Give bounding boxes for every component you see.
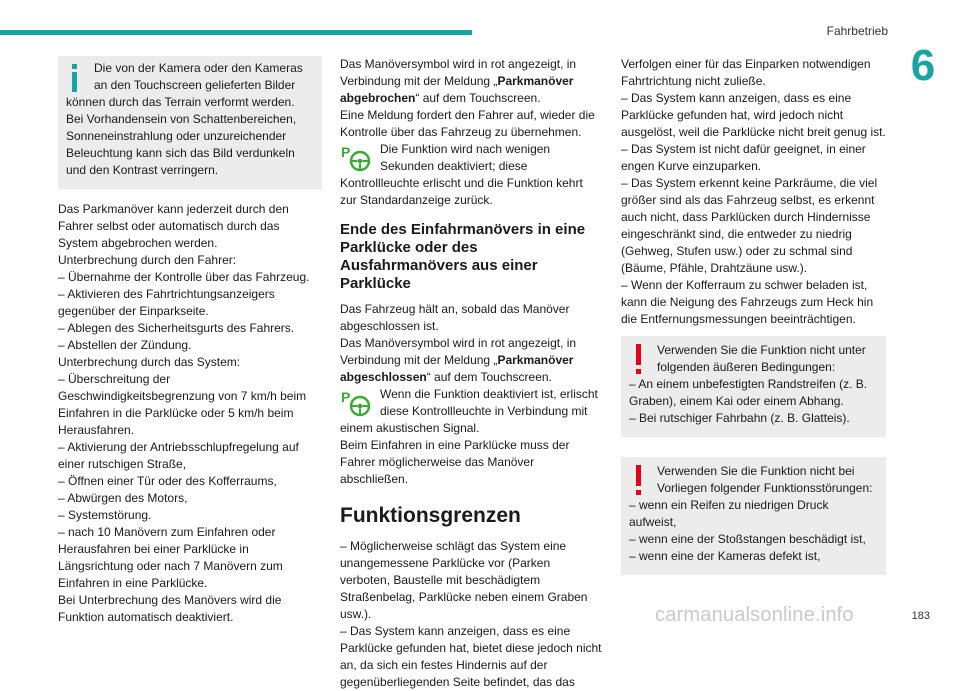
heading-function-limits: Funktionsgrenzen (340, 504, 521, 527)
park-assist-warning-lamp-icon (340, 388, 374, 418)
warning-lamp-block-2 (340, 386, 602, 488)
warning-text-1: Verwenden Sie die Funktion nicht unter folgenden äußeren Bedingungen: – An einem unbefestigten Randstreifen (z. B. Graben), einem Kai oder einem Abhang. – Bei rutschiger Fahrbahn (z. B. Glatteis). (629, 343, 868, 425)
info-text: Die von der Kamera oder den Kameras an den Touchscreen gelieferten Bilder können durch das Terrain verformt werden. Bei Vorhandensein von Schattenbereichen, Sonneneinstrahlung oder unzureichender Beleuchtung kann sich das Bild verdunkeln und den Kontrast verringern. (66, 61, 303, 177)
limits-text: – Möglicherweise schlägt das System eine unangemessene Parklücke vor (Parken verboten, Baustelle mit beschädigtem Straßenbelag, Parklücke neben einem Graben usw.). – Das System kann anzeigen, dass es eine Parklücke gefunden hat, bietet diese jedoch nicht an, da sich ein festes Hindernis auf der gegenüberliegenden Seite befindet, das das (340, 539, 602, 689)
warning-icon (629, 465, 651, 497)
body-text: Das Parkmanöver kann jederzeit durch den Fahrer selbst oder automatisch durch das System abgebrochen werden. Unterbrechung durch den Fahrer: – Übernahme der Kontrolle über das Fahrzeug. – Aktivieren des Fahrtrichtungsanzeigers gegenüber der Einparkseite. – Ablegen des Sicherheitsgurts des Fahrers. – Abstellen der Zündung. Unterbrechung durch das System: – Überschreitung der Geschwindigkeitsbegrenzung von 7 km/h beim Einfahren in die Parklücke oder 5 km/h beim Herausfahren. – Aktivierung der Antriebsschlupfregelung auf einer rutschigen Straße, – Öffnen einer Tür oder des Kofferraums, – Abwürgen des Motors, – Systemstörung. – nach 10 Manövern zum Einfahren oder Herausfahren bei einer Parklücke in Längsrichtung oder nach 7 Manövern zum Einfahren in eine Parklücke. Bei Unterbrechung des Manövers wird die Funktion automatisch deaktiviert. (58, 202, 310, 624)
svg-text:P: P (341, 144, 351, 160)
warning-box-1 (621, 336, 886, 437)
warning-icon (629, 344, 651, 376)
park-assist-warning-lamp-icon (340, 143, 374, 173)
paragraph-completed: Das Fahrzeug hält an, sobald das Manöver abgeschlossen ist. Das Manöversymbol wird in rot angezeigt, in Verbindung mit der Meldung „Parkmanöver abgeschlossen“ auf dem Touchscreen. (340, 302, 577, 384)
svg-text:P: P (341, 389, 351, 405)
column-2 (340, 56, 602, 691)
paragraph-aborted: Das Manöversymbol wird in rot angezeigt, in Verbindung mit der Meldung „Parkmanöver abgebrochen“ auf dem Touchscreen. Eine Meldung fordert den Fahrer auf, wieder die Kontrolle über das Fahrzeug zu übernehmen. (340, 57, 595, 139)
section-title: Fahrbetrieb (826, 24, 888, 38)
page-number: 183 (911, 610, 930, 622)
header-accent-bar (0, 30, 472, 35)
warning-lamp-text-1: Die Funktion wird nach wenigen Sekunden deaktiviert; diese Kontrollleuchte erlischt und die Funktion kehrt zur Standardanzeige zurück. (340, 142, 583, 207)
warning-box-2 (621, 457, 886, 575)
warning-text-2: Verwenden Sie die Funktion nicht bei Vorliegen folgender Funktionsstörungen: – wenn ein Reifen zu niedrigen Druck aufweist, – wenn eine der Stoßstangen beschädigt ist, – wenn eine der Kameras defekt ist, (629, 464, 873, 563)
info-box (58, 56, 322, 189)
column-1 (58, 56, 322, 626)
limits-text-continued: Verfolgen einer für das Einparken notwendigen Fahrtrichtung nicht zuließe. – Das System kann anzeigen, dass es eine Parklücke gefunden hat, wird jedoch nicht ausgelöst, weil die Parklücke nicht breit genug ist. – Das System ist nicht dafür geeignet, in einer engen Kurve einzuparken. – Das System erkennt keine Parkräume, die viel größer sind als das Fahrzeug selbst, es erkennt auch nicht, dass Parklücken durch Hindernisse eingeschränkt sind, die entweder zu niedrig (Gehweg, Stufen usw.) oder zu schmal sind (Bäume, Pfähle, Drahtzäune usw.). – Wenn der Kofferraum zu schwer beladen ist, kann die Neigung des Fahrzeugs zum Heck hin die Entfernungsmessungen beeinträchtigen. (621, 57, 886, 326)
warning-lamp-text-2: Wenn die Funktion deaktiviert ist, erlischt diese Kontrollleuchte in Verbindung mit einem akustischen Signal. Beim Einfahren in eine Parklücke muss der Fahrer möglicherweise das Manöver abschließen. (340, 387, 598, 486)
warning-lamp-block-1 (340, 141, 602, 209)
watermark: carmanualsonline.info (655, 604, 854, 626)
subheading-end-of-maneuver: Ende des Einfahrmanövers in eine Parklücke oder des Ausfahrmanövers aus einer Parklücke (340, 221, 586, 292)
info-icon (66, 62, 88, 94)
chapter-number: 6 (910, 41, 936, 90)
column-3 (621, 56, 886, 595)
